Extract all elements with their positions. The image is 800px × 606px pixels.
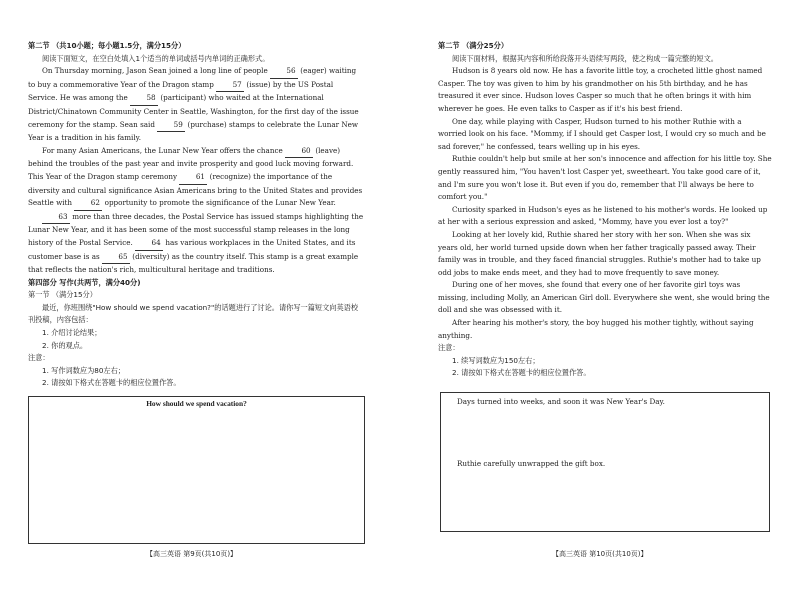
blank-65: 65 (102, 251, 130, 265)
blank-61: 61 (179, 171, 207, 185)
story-paragraph: Looking at her lovely kid, Ruthie shared her story with her son. When she was six years old, her world turned upside down when her father tragically passed away. Their family was in trouble, and they faced financial struggles. Ruthie's mother had to take up odd jobs to make ends meet, and they had to move frequently to save money. (438, 229, 761, 277)
writing-answer-box[interactable] (28, 396, 365, 544)
right-page-footer: 【高三英语 第10页(共10页)】 (552, 550, 648, 558)
cloze-paragraph-3: 63 more than three decades, the Postal Service has issued stamps highlighting the Lunar New Year, and it has been some of the most successful stamp releases in the long history of the Postal Service. 64 has various workplaces in the United States, and its customer base is as 65 (diversity) as the country itself. This stamp is a great example that reflects the nation's rich, multicultural heritage and traditions. (28, 211, 364, 275)
writing-prompt: 最近，你班围绕"How should we spend vacation?"的话题进行了讨论。请你写一篇短文向英语校刊投稿，内容包括： (28, 302, 359, 325)
section1-heading: 第一节 （满分15分） (28, 290, 97, 300)
story-paragraph: After hearing his mother's story, the boy hugged his mother tightly, without saying anything. (438, 318, 754, 340)
section2-instructions: 阅读下面短文，在空白处填入1个适当的单词或括号内单词的正确形式。 (42, 53, 270, 63)
story-paragraph: During one of her moves, she found that every one of her favorite girl toys was missing, including Molly, an American Girl doll. Everywhere she went, she would bring the doll and she was obsessed with it. (438, 280, 770, 315)
requirement-2: 2. 你的观点。 (42, 340, 88, 350)
blank-56: 56 (270, 65, 298, 79)
story-paragraph: Hudson is 8 years old now. He has a favorite little toy, a crocheted little ghost named Casper. The toy was given to him by his grandmother on his 5th birthday, and he has treasured it ever since. Hudson loves Casper so much that he often brings it with him wherever he goes. He even talks to Casper as if it's his best friend. (438, 66, 763, 113)
story-paragraph: Curiosity sparked in Hudson's eyes as he listened to his mother's words. He looked up at her with a serious expression and asked, "Mommy, have you ever lost a toy?" (438, 204, 768, 227)
blank-63: 63 (42, 211, 70, 225)
section2-heading: 第二节 （共10小题；每小题1.5分，满分15分） (28, 41, 186, 50)
note-1: 1. 写作词数应为80左右； (42, 365, 125, 375)
blank-64: 64 (135, 237, 163, 251)
story-paragraph: Ruthie couldn't help but smile at her son's innocence and affection for his little toy. She gently reassured him, "You haven't lost Casper yet, sweetheart. You take good care of it, and I'm sure you won't lose it. But even if you do, remember that I'll always be here to comfort you." (438, 154, 772, 202)
right-page (438, 40, 772, 380)
blank-58: 58 (130, 92, 158, 106)
note-2: 2. 请按如下格式在答题卡的相应位置作答。 (42, 378, 181, 388)
story-paragraph: One day, while playing with Casper, Hudson turned to his mother Ruthie with a worried look on his face. "Mommy, if I should get Casper lost, I would cry so much and be sad forever," he confessed, tears welling up in his eyes. (438, 116, 766, 151)
part4-heading: 第四部分 写作(共两节，满分40分) (28, 277, 141, 287)
blank-60: 60 (285, 145, 313, 159)
continuation-instructions: 阅读下面材料，根据其内容和所给段落开头语续写两段，使之构成一篇完整的短文。 (452, 53, 718, 63)
answer-box-title: How should we spend vacation? (146, 399, 247, 408)
continuation-answer-box[interactable] (440, 392, 770, 532)
cloze-paragraph-1: On Thursday morning, Jason Sean joined a long line of people 56 (eager) waiting to buy a commemorative Year of the Dragon stamp 57 (issue) by the US Postal Service. He was among the 58 (participant) who waited at the International District/Chinatown Community Center in Seattle, Washington, for the first day of the issue ceremony for the stamp. Sean said 59 (purchase) stamps to celebrate the Lunar New Year is a tradition in his family. (28, 66, 359, 143)
left-page (28, 40, 364, 390)
blank-59: 59 (157, 119, 185, 133)
note-1: 1. 续写词数应为150左右； (452, 355, 540, 365)
continuation-heading: 第二节 （满分25分） (438, 41, 509, 50)
opener-1: Days turned into weeks, and soon it was New Year's Day. (457, 397, 665, 406)
notes-label: 注意： (438, 343, 460, 353)
requirement-1: 1. 介绍讨论结果； (42, 328, 102, 338)
blank-57: 57 (216, 79, 244, 93)
cloze-paragraph-2: For many Asian Americans, the Lunar New Year offers the chance 60 (leave) behind the troubles of the past year and invite prosperity and good luck moving forward. This Year of the Dragon stamp ceremony 61 (recognize) the importance of the diversity and cultural significance Asian Americans bring to the United States and provides Seattle with 62 opportunity to promote the significance of the Lunar New Year. (28, 145, 364, 211)
note-2: 2. 请按如下格式在答题卡的相应位置作答。 (452, 368, 591, 378)
blank-62: 62 (74, 197, 102, 211)
left-page-footer: 【高三英语 第9页(共10页)】 (146, 550, 238, 558)
notes-label: 注意： (28, 353, 50, 363)
opener-2: Ruthie carefully unwrapped the gift box. (457, 459, 606, 468)
